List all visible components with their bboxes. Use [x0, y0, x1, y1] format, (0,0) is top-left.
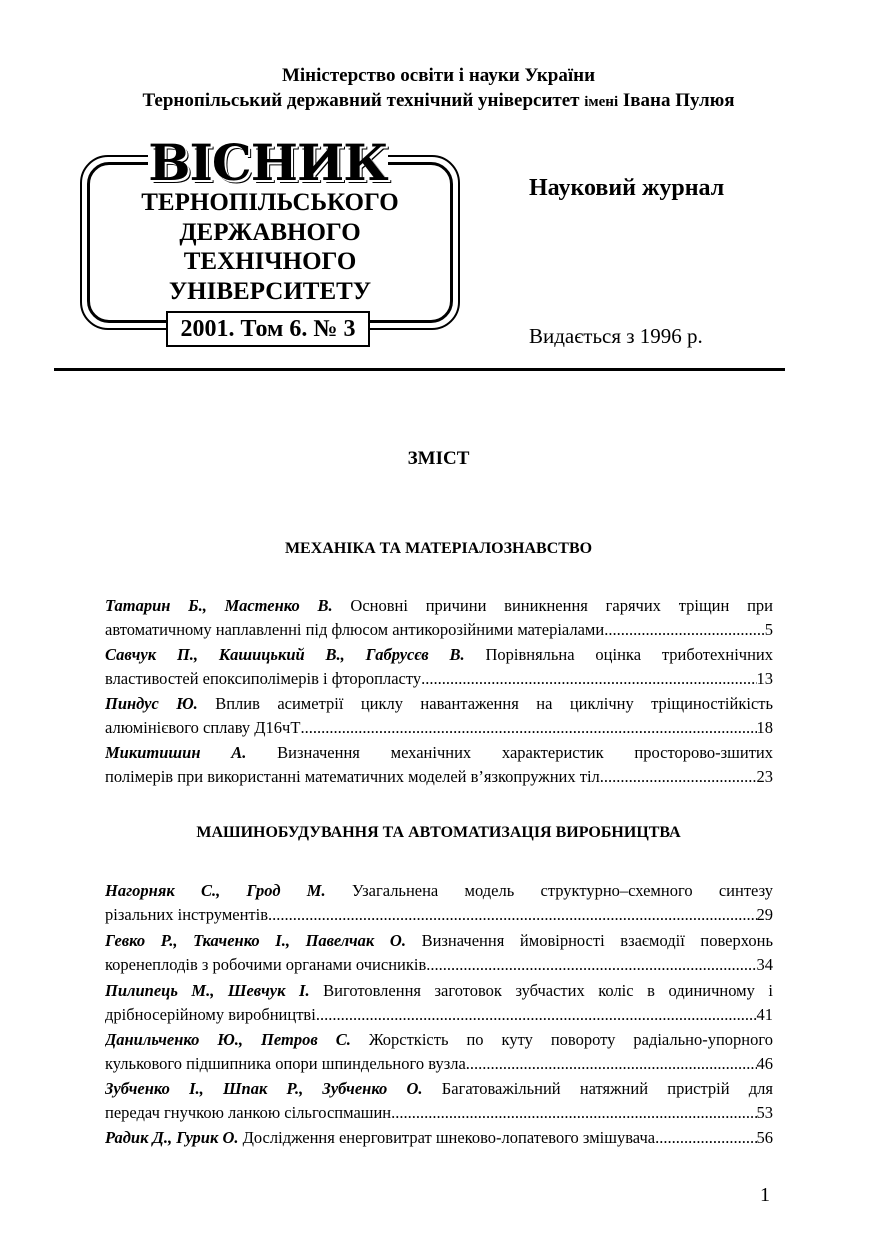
university-name [0, 89, 877, 114]
issue-label: 2001. Том 6. № 3 [166, 311, 370, 347]
entry-leader-dots [316, 1003, 757, 1027]
entry-page: 41 [756, 1005, 773, 1024]
entry-authors: Савчук П., Кашицький В., Габрусєв В. [105, 645, 465, 664]
entry-page: 53 [756, 1103, 773, 1122]
university-name-pulyui: Івана Пулюя [618, 90, 735, 111]
entry-title-line1: Узагальнена модель структурно–схемного синтезу [325, 881, 773, 900]
entry-leader-dots [391, 1101, 756, 1125]
university-name-main: Тернопільський державний технічний університет [142, 90, 585, 111]
entry-leader-dots [466, 1052, 757, 1076]
entry-page: 23 [756, 767, 773, 786]
entry-authors: Радик Д., Гурик О. [105, 1128, 239, 1147]
entry-authors: Пилипець М., Шевчук І. [105, 981, 310, 1000]
masthead-line-2: ДЕРЖАВНОГО [179, 218, 361, 246]
entry-authors: Данильченко Ю., Петров С. [105, 1030, 351, 1049]
entry-leader-dots [655, 1126, 756, 1150]
toc-entry[interactable] [105, 979, 773, 1027]
toc-entry[interactable] [105, 741, 773, 789]
entry-authors: Гевко Р., Ткаченко І., Павелчак О. [105, 931, 406, 950]
entry-page: 29 [756, 905, 773, 924]
university-name-imeni: імені [584, 94, 619, 110]
entry-leader-dots [426, 953, 756, 977]
header-divider [54, 368, 785, 371]
entry-authors: Микитишин А. [105, 743, 247, 762]
entry-authors: Зубченко І., Шпак Р., Зубченко О. [105, 1079, 423, 1098]
entry-title-line2: різальних інструментів [105, 905, 269, 924]
toc-entry[interactable] [105, 879, 773, 927]
entry-leader-dots [300, 716, 756, 740]
entry-leader-dots [600, 765, 757, 789]
entry-leader-dots [268, 903, 756, 927]
entry-page: 56 [756, 1128, 773, 1147]
ministry-name: Міністерство освіти і науки України [281, 65, 596, 86]
toc-entry[interactable] [105, 1028, 773, 1076]
section-title-mechanics: МЕХАНІКА ТА МАТЕРІАЛОЗНАВСТВО [284, 540, 593, 557]
masthead-university [88, 188, 452, 306]
entry-title-line1: Жорсткість по куту повороту радіально-упорного [350, 1030, 773, 1049]
entry-title-line2: дрібносерійному виробництві [105, 1005, 316, 1024]
entry-title-line2: властивостей епоксиполімерів і фторопласту [105, 669, 422, 688]
entry-title-line2: автоматичному наплавленні під флюсом антикорозійними матеріалами [105, 620, 605, 639]
journal-type: Науковий журнал [529, 175, 725, 201]
entry-page: 5 [764, 620, 773, 639]
entry-title-line1: Дослідження енерговитрат шнеково-лопатевого змішувача [238, 1128, 656, 1147]
toc-entry[interactable] [105, 1126, 773, 1150]
entry-title-line1: Основні причини виникнення гарячих тріщин при [332, 596, 773, 615]
entry-leader-dots [421, 667, 756, 691]
toc-entry[interactable] [105, 594, 773, 642]
entry-authors: Татарин Б., Мастенко В. [105, 596, 333, 615]
entry-authors: Нагорняк С., Грод М. [105, 881, 326, 900]
entry-leader-dots [604, 618, 765, 642]
masthead-line-4: УНІВЕРСИТЕТУ [168, 277, 372, 305]
masthead-line-1: ТЕРНОПІЛЬСЬКОГО [141, 189, 399, 216]
entry-page: 13 [756, 669, 773, 688]
entry-title-line1: Виготовлення заготовок зубчастих коліс в одиничному і [309, 981, 773, 1000]
toc-entry[interactable] [105, 929, 773, 977]
entry-title-line1: Визначення механічних характеристик просторово-зшитих [246, 743, 773, 762]
toc-entry[interactable] [105, 692, 773, 740]
entry-authors: Пиндус Ю. [105, 694, 198, 713]
toc-title: ЗМІСТ [407, 448, 470, 469]
toc-entry[interactable] [105, 643, 773, 691]
entry-title-line2: полімерів при використанні математичних моделей в’язкопружних тіл [105, 767, 600, 786]
masthead-title: ВІСНИК [148, 133, 388, 192]
masthead-line-3: ТЕХНІЧНОГО [183, 248, 357, 275]
published-since: Видається з 1996 р. [529, 324, 703, 348]
entry-title-line2: коренеплодів з робочими органами очисників [105, 955, 427, 974]
entry-page: 46 [756, 1054, 773, 1073]
entry-title-line1: Вплив асиметрії циклу навантаження на циклічну тріщиностійкість [197, 694, 773, 713]
entry-title-line2: передач гнучкою ланкою сільгоспмашин [105, 1103, 392, 1122]
section-title-engineering: МАШИНОБУДУВАННЯ ТА АВТОМАТИЗАЦІЯ ВИРОБНИЦТВА [196, 824, 681, 841]
entry-title-line1: Багатоважільний натяжний пристрій для [422, 1079, 773, 1098]
entry-title-line1: Визначення ймовірності взаємодії поверхонь [405, 931, 773, 950]
entry-title-line1: Порівняльна оцінка триботехнічних [464, 645, 773, 664]
entry-title-line2: кулькового підшипника опори шпиндельного вузла [105, 1054, 466, 1073]
toc-entry[interactable] [105, 1077, 773, 1125]
entry-page: 18 [756, 718, 773, 737]
page-number: 1 [760, 1184, 770, 1206]
entry-page: 34 [756, 955, 773, 974]
entry-title-line2: алюмінієвого сплаву Д16чТ [105, 718, 301, 737]
